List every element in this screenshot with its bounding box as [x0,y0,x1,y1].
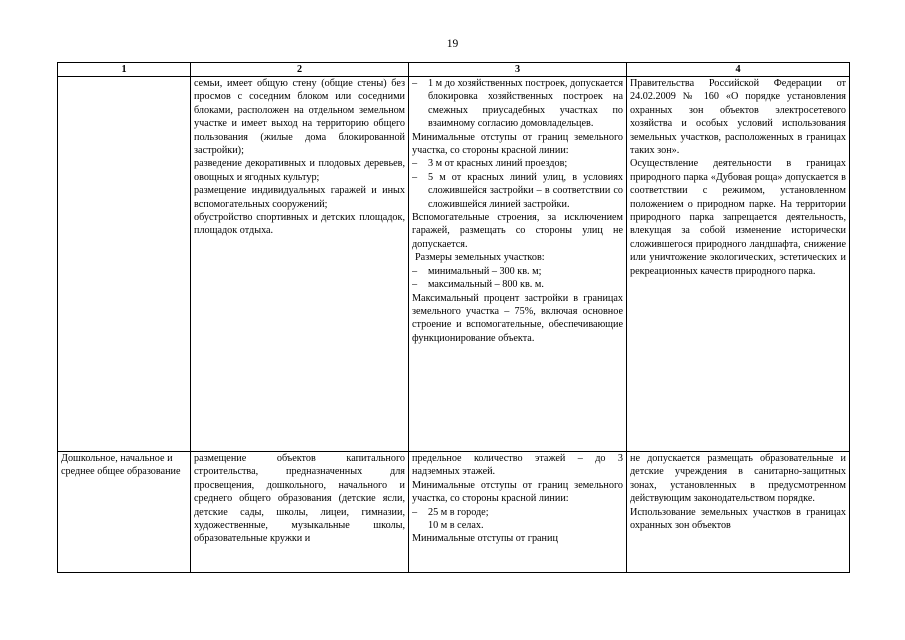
row1-parameters-paragraph: Минимальные отступы от границ земельного участка, со стороны красной линии: [412,131,623,157]
row2-description-cell: размещение объектов капитального строительства, предназначенных для просвещения, дошкольного, начального и среднего общего образования (детские ясли, детские сады, школы, лицеи, гимназии, художественные, музыкальные школы, образовательные кружки и [191,452,409,573]
column-header-1: 1 [58,63,191,77]
list-item: – 1 м до хозяйственных построек, допускается блокировка хозяйственных построек на смежных приусадебных участках по взаимному согласию домовладельцев. [412,77,623,131]
row1-parameters-cell [409,77,627,452]
row1-description-cell [191,77,409,452]
page-number: 19 [446,38,459,50]
row2-restrictions-cell [627,452,850,573]
list-item: – 5 м от красных линий улиц, в условиях сложившейся застройки – в соответствии со сложившейся линией застройки. [412,171,623,211]
row2-restrictions-paragraph: не допускается размещать образовательные и детские учреждения в санитарно-защитных зонах, установленных в предусмотренном действующим законодательством порядке. [630,453,846,505]
row1-restrictions-cell [627,77,850,452]
column-header-3: 3 [409,63,627,77]
row1-description-paragraph: семьи, имеет общую стену (общие стены) без просмов с соседним блоком или соседними блоками, расположен на отдельном земельном участке и имеет выход на территорию общего пользования (жилые дома блокированной застройки); [194,78,405,157]
row1-parameters-paragraph: Размеры земельных участков: [415,252,545,264]
row2-parameters-paragraph: Минимальные отступы от границ [412,533,558,545]
column-header-4: 4 [627,63,850,77]
list-item: 10 м в селах. [428,520,484,532]
row1-use-type-cell [58,77,191,452]
row1-restrictions-paragraph: Осуществление деятельности в границах природного парка «Дубовая роща» допускается в соответствии с режимом, установленном положением о природном парке. На территории природного парка запрещается деятельность, влекущая за собой изменение исторически сложившегося природного ландшафта, снижение или уничтожение экологических, эстетических и рекреационных качеств природного парка. [630,158,846,277]
row1-parameters-paragraph: Вспомогательные строения, за исключением гаражей, размещать со стороны улиц не допускается. [412,212,623,250]
row1-parameters-paragraph: Максимальный процент застройки в границах земельного участка – 75%, включая основное строение и вспомогательные, обеспечивающие функционирование объекта. [412,292,623,344]
row2-use-type-cell: Дошкольное, начальное и среднее общее образование [58,452,191,573]
row2-restrictions-paragraph: Использование земельных участков в границах охранных зон объектов [630,506,846,532]
column-header-2: 2 [191,63,409,77]
table-header-row [58,63,850,77]
table-row [58,452,850,573]
row1-description-paragraph: разведение декоративных и плодовых деревьев, овощных и ягодных культур; [194,158,405,183]
row2-parameters-paragraph: Минимальные отступы от границ земельного участка, со стороны красной линии: [412,479,623,505]
row2-parameters-cell [409,452,627,573]
row1-restrictions-paragraph: Правительства Российской Федерации от 24.02.2009 № 160 «О порядке установления охранных зон объектов электросетевого хозяйства и особых условий использования земельных участков, расположенных в границах таких зон». [630,78,846,157]
list-item: – 3 м от красных линий проездов; [412,157,623,170]
row2-parameters-paragraph: предельное количество этажей – до 3 надземных этажей. [412,453,623,478]
list-item: – максимальный – 800 кв. м. [412,278,623,291]
row1-description-paragraph: размещение индивидуальных гаражей и иных вспомогательных сооружений; [194,185,405,210]
list-item: – минимальный – 300 кв. м; [412,265,623,278]
zoning-table [57,62,850,573]
table-row [58,77,850,452]
list-item: – 25 м в городе; [412,506,623,519]
row1-description-paragraph: обустройство спортивных и детских площадок, площадок отдыха. [194,212,405,237]
